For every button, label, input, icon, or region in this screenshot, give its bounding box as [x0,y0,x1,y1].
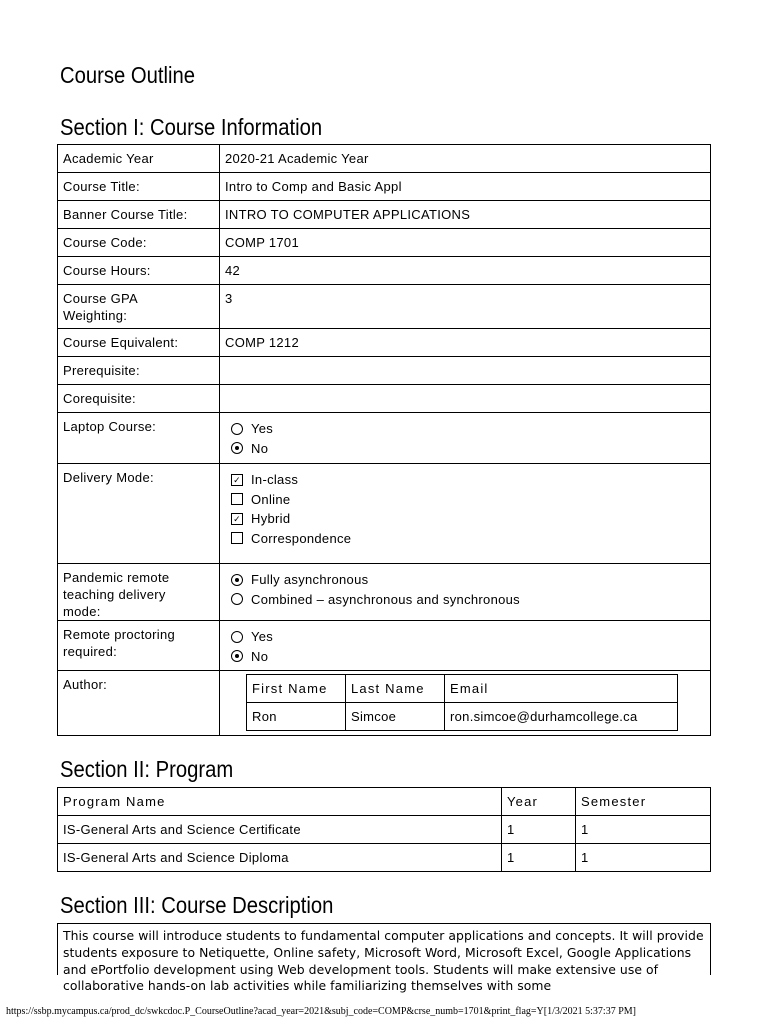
laptop-label: Laptop Course: [58,413,220,464]
table-header-row [58,788,711,816]
course-code-label: Course Code: [58,229,220,257]
delivery-correspondence-option[interactable] [225,529,705,549]
program-year: 1 [502,844,576,872]
option-label: Yes [251,629,274,645]
gpa-label-line1: Course GPA [63,291,139,306]
program-header-year: Year [502,788,576,816]
author-table [246,674,678,731]
banner-title-value: INTRO TO COMPUTER APPLICATIONS [220,201,711,229]
table-row [58,329,711,357]
radio-icon[interactable] [231,631,243,643]
author-header-last: Last Name [346,675,445,703]
section1-heading: Section I: Course Information [60,114,323,140]
proctoring-options [220,621,711,671]
program-name: IS-General Arts and Science Diploma [58,844,502,872]
checkbox-icon[interactable] [231,532,243,544]
pandemic-label-line1: Pandemic remote [63,570,170,585]
author-email: ron.simcoe@durhamcollege.ca [445,703,678,731]
course-description-text: This course will introduce students to fundamental computer applications and concepts. It will provide students exposure to Netiquette, Online safety, Microsoft Word, Microsoft Excel, Google Applications and ePortfolio development using Web development tools. Students will make extensive use of collaborative hands-on lab activities while familiarizing themselves with some [63,928,704,994]
gpa-label [58,285,220,329]
page-title: Course Outline [60,62,196,88]
course-hours-value: 42 [220,257,711,285]
table-row [58,844,711,872]
pandemic-async-option[interactable] [225,570,705,590]
delivery-hybrid-option[interactable] [225,509,705,529]
option-label: Hybrid [251,511,291,527]
table-row [58,229,711,257]
table-row [58,173,711,201]
pandemic-label-line3: mode: [63,604,101,619]
pandemic-options [220,564,711,621]
page-url-footer: https://ssbp.mycampus.ca/prod_dc/swkcdoc.P_CourseOutline?acad_year=2021&subj_code=COMP&crse_numb=1701&print_flag=Y[1/3/2021 5:37:37 PM] [6,1006,636,1017]
table-row [58,357,711,385]
radio-selected-icon[interactable] [231,442,243,454]
author-cell [220,671,711,736]
proctoring-label-line2: required: [63,644,118,659]
section3-heading: Section III: Course Description [60,892,334,918]
table-row [58,257,711,285]
author-header-email: Email [445,675,678,703]
table-row [58,201,711,229]
author-last-name: Simcoe [346,703,445,731]
proctoring-label [58,621,220,671]
radio-icon[interactable] [231,423,243,435]
table-row [58,671,711,736]
course-code-value: COMP 1701 [220,229,711,257]
table-header-row [247,675,678,703]
table-row [58,413,711,464]
delivery-inclass-option[interactable] [225,470,705,490]
academic-year-label: Academic Year [58,145,220,173]
radio-icon[interactable] [231,593,243,605]
option-label: No [251,648,269,664]
prerequisite-label: Prerequisite: [58,357,220,385]
equivalent-label: Course Equivalent: [58,329,220,357]
table-row [58,385,711,413]
radio-selected-icon[interactable] [231,650,243,662]
checkbox-icon[interactable] [231,493,243,505]
program-name: IS-General Arts and Science Certificate [58,816,502,844]
table-row [58,621,711,671]
pandemic-label-line2: teaching delivery [63,587,166,602]
program-semester: 1 [576,844,711,872]
table-row [58,285,711,329]
corequisite-label: Corequisite: [58,385,220,413]
option-label: Fully asynchronous [251,572,369,588]
table-row [58,564,711,621]
banner-title-label: Banner Course Title: [58,201,220,229]
option-label: Online [251,491,291,507]
table-row [58,464,711,564]
course-title-label: Course Title: [58,173,220,201]
option-label: In-class [251,472,299,488]
author-label: Author: [58,671,220,736]
option-label: Yes [251,421,274,437]
corequisite-value [220,385,711,413]
laptop-no-option[interactable] [225,439,705,459]
option-label: Correspondence [251,530,352,546]
checkbox-checked-icon[interactable]: ✓ [231,513,243,525]
checkbox-checked-icon[interactable]: ✓ [231,474,243,486]
proctoring-label-line1: Remote proctoring [63,627,176,642]
program-header-semester: Semester [576,788,711,816]
author-first-name: Ron [247,703,346,731]
program-header-name: Program Name [58,788,502,816]
section2-heading: Section II: Program [60,756,234,782]
course-description-box [57,923,711,994]
laptop-options [220,413,711,464]
pandemic-combined-option[interactable] [225,590,705,610]
proctoring-yes-option[interactable] [225,627,705,647]
course-title-value: Intro to Comp and Basic Appl [220,173,711,201]
gpa-value: 3 [220,285,711,329]
laptop-yes-option[interactable] [225,419,705,439]
delivery-options [220,464,711,564]
table-row [58,145,711,173]
program-table [57,787,711,872]
option-label: Combined – asynchronous and synchronous [251,591,520,607]
radio-selected-icon[interactable] [231,574,243,586]
prerequisite-value [220,357,711,385]
program-year: 1 [502,816,576,844]
delivery-label: Delivery Mode: [58,464,220,564]
option-label: No [251,440,269,456]
table-row [247,703,678,731]
pandemic-label [58,564,220,621]
delivery-online-option[interactable] [225,490,705,510]
equivalent-value: COMP 1212 [220,329,711,357]
proctoring-no-option[interactable] [225,647,705,667]
program-semester: 1 [576,816,711,844]
table-row [58,816,711,844]
author-header-first: First Name [247,675,346,703]
gpa-label-line2: Weighting: [63,308,128,323]
course-info-table [57,144,711,736]
academic-year-value: 2020-21 Academic Year [220,145,711,173]
course-hours-label: Course Hours: [58,257,220,285]
